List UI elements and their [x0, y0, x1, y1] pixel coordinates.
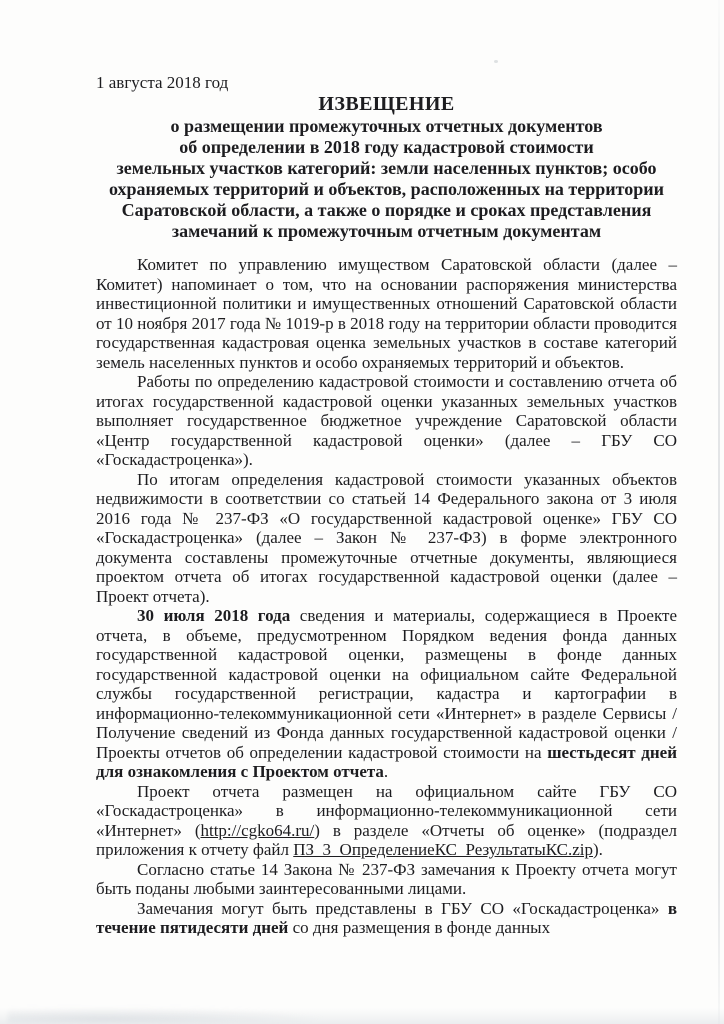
paragraph-valuation-works — [96, 372, 677, 470]
subtitle-line-1: о размещении промежуточных отчетных документов — [170, 116, 603, 136]
paragraph-committee-intro — [96, 255, 677, 372]
attachment-filename-link[interactable]: ПЗ_3_ОпределениеКС_РезультатыКС.zip — [293, 840, 594, 859]
notice-title: ИЗВЕЩЕНИЕ — [318, 93, 455, 115]
review-period-bold: шестьдесят дней для ознакомления с Проектом отчета — [96, 742, 677, 781]
paragraph-objection-deadline — [96, 899, 677, 938]
scan-smudge — [8, 1007, 328, 1023]
subtitle-line-4: охраняемых территорий и объектов, расположенных на территории — [108, 179, 665, 199]
paragraph-article-14 — [96, 860, 677, 899]
subtitle-line-3: земельных участков категорий: земли населенных пунктов; особо — [116, 158, 657, 178]
text-segment: ). — [593, 840, 603, 859]
text-segment: Проект отчета размещен на официальном сайте ГБУ СО «Госкадастроценка» в информационно-телекоммуникационной сети «Интернет» ( — [96, 781, 677, 840]
text-segment: Согласно статье 14 Закона № 237-ФЗ замечания к Проекту отчета могут быть поданы любыми заинтересованными лицами. — [96, 859, 677, 898]
cgko-url-link[interactable]: http://cgko64.ru/ — [200, 820, 315, 840]
scan-edge-right — [718, 0, 720, 1024]
text-segment: По итогам определения кадастровой стоимости указанных объектов недвижимости в соответствии со статьей 14 Федерального закона от 3 июля 2016 года № 237-ФЗ «О государственной кадастровой оценке» ГБУ СО «Госкадастроценка» (далее – Закон № 237-ФЗ) в форме электронного документа составлены промежуточные отчетные документы, являющиеся проектом отчета об итогах государственной кадастровой оценки (далее – Проект отчета). — [96, 469, 677, 606]
text-segment: сведения и материалы, содержащиеся в Проекте отчета, в объеме, предусмотренном Порядком ведения фонда данных государственной кадастровой оценки, размещены в фонде данных государственной кадастровой оценки на официальном сайте Федеральной службы государственной регистрации, кадастра и картографии в информационно-телекоммуникационной сети «Интернет» в разделе Сервисы / Получение сведений из Фонда данных государственной кадастровой оценки / Проекты отчетов об определении кадастровой стоимости на — [96, 606, 677, 762]
notice-heading — [96, 93, 677, 242]
paragraph-interim-documents — [96, 470, 677, 607]
subtitle-line-5: Саратовской области, а также о порядке и сроках представления — [121, 200, 652, 220]
subtitle-line-6: замечаний к промежуточным отчетным документам — [171, 221, 602, 241]
text-segment: . — [383, 762, 389, 781]
text-segment: со дня размещения в фонде данных — [288, 918, 551, 937]
date-line: 1 августа 2018 год — [96, 73, 229, 92]
paragraph-website-placement — [96, 782, 677, 860]
scan-edge-bottom — [0, 1008, 724, 1024]
text-segment: Замечания могут быть представлены в ГБУ СО «Госкадастроценка» — [137, 898, 668, 918]
document-content — [96, 72, 677, 938]
notice-body — [96, 255, 677, 938]
objection-period-bold: в течение пятидесяти дней — [96, 898, 677, 937]
text-segment: ) в разделе «Отчеты об оценке» (подраздел приложения к отчету файл — [96, 820, 677, 859]
text-segment: Работы по определению кадастровой стоимости и составлению отчета об итогах государственной кадастровой оценки указанных земельных участков выполняет государственное бюджетное учреждение Саратовской области «Центр государственной кадастровой оценки» (далее – ГБУ СО «Госкадастроценка»). — [96, 372, 677, 469]
text-segment: Комитет по управлению имуществом Саратовской области (далее – Комитет) напоминает о том, что на основании распоряжения министерства инвестиционной политики и имущественных отношений Саратовской области от 10 ноября 2017 года № 1019-р в 2018 году на территории области проводится государственная кадастровая оценка земельных участков в составе категорий земель населенных пунктов и особо охраняемых территорий и объектов. — [96, 255, 677, 372]
placement-date-bold: 30 июля 2018 года — [137, 606, 291, 625]
scan-speck — [494, 60, 498, 63]
paragraph-placement-fund — [96, 606, 677, 782]
subtitle-line-2: об определении в 2018 году кадастровой стоимости — [179, 137, 594, 157]
